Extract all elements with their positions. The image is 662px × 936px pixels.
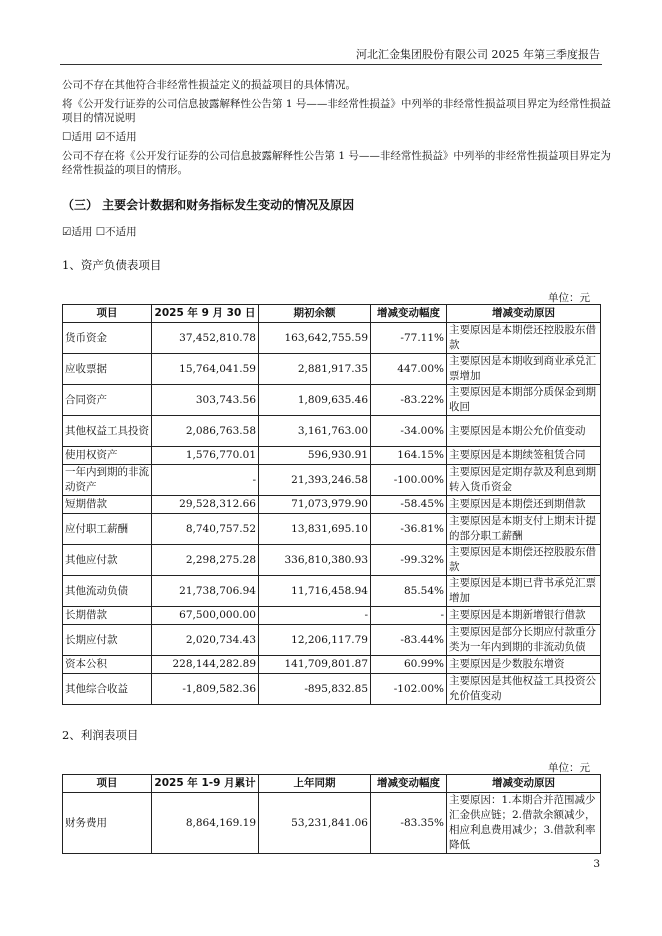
- current-cell: 21,738,706.94: [152, 576, 259, 607]
- col-header: 增减变动幅度: [371, 305, 447, 323]
- table-row: [63, 607, 601, 625]
- col-header: 增减变动原因: [447, 775, 601, 793]
- change-cell: 447.00%: [371, 354, 447, 385]
- change-cell: -83.22%: [371, 385, 447, 416]
- change-cell: 164.15%: [371, 447, 447, 465]
- opening-cell: 163,642,755.59: [259, 323, 371, 354]
- change-cell: -34.00%: [371, 416, 447, 447]
- current-cell: 2,086,763.58: [152, 416, 259, 447]
- intro-line-2: 将《公开发行证券的公司信息披露解释性公告第 1 号——非经常性损益》中列举的非经常性损益项目界定为经常性损益: [62, 98, 611, 110]
- item-cell: 长期借款: [63, 607, 152, 625]
- opening-cell: -: [259, 607, 371, 625]
- income-statement-title: 2、利润表项目: [62, 728, 139, 742]
- reason-cell: 主要原因是本期部分质保金到期收回: [447, 385, 601, 416]
- change-cell: -102.00%: [371, 674, 447, 705]
- reason-cell: 主要原因是本期收到商业承兑汇票增加: [447, 354, 601, 385]
- item-cell: 合同资产: [63, 385, 152, 416]
- item-cell: 使用权资产: [63, 447, 152, 465]
- col-header: 2025 年 9 月 30 日: [152, 305, 259, 323]
- page-header: 河北汇金集团股份有限公司 2025 年第三季度报告: [356, 48, 600, 61]
- opening-cell: 12,206,117.79: [259, 625, 371, 656]
- page-number: 3: [593, 858, 600, 870]
- intro-line-4: 公司不存在将《公开发行证券的公司信息披露解释性公告第 1 号——非经常性损益》中列举的非经常性损益项目界定为: [62, 150, 611, 162]
- reason-cell: 主要原因是本期新增银行借款: [447, 607, 601, 625]
- current-cell: 1,576,770.01: [152, 447, 259, 465]
- change-cell: -: [371, 607, 447, 625]
- item-cell: 货币资金: [63, 323, 152, 354]
- change-cell: -83.44%: [371, 625, 447, 656]
- reason-cell: 主要原因是本期支付上期末计提的部分职工薪酬: [447, 514, 601, 545]
- reason-cell: 主要原因是定期存款及利息到期转入货币资金: [447, 465, 601, 496]
- balance-sheet-title: 1、资产负债表项目: [62, 258, 162, 272]
- change-cell: -77.11%: [371, 323, 447, 354]
- reason-cell: 主要原因是本期公允价值变动: [447, 416, 601, 447]
- reason-cell: 主要原因：1.本期合并范围减少汇金供应链；2.借款余额减少，相应利息费用减少；3.借款利率降低: [447, 793, 601, 854]
- item-cell: 应付职工薪酬: [63, 514, 152, 545]
- applicability-checkbox-1: ☐适用 ☑不适用: [62, 131, 137, 143]
- table-row: [63, 656, 601, 674]
- current-cell: 228,144,282.89: [152, 656, 259, 674]
- balance-sheet-table: [62, 304, 601, 705]
- applicability-checkbox-2: ☑适用 ☐不适用: [62, 226, 137, 238]
- reason-cell: 主要原因是本期偿还到期借款: [447, 496, 601, 514]
- col-header: 期初余额: [259, 305, 371, 323]
- item-cell: 财务费用: [63, 793, 152, 854]
- header-rule: [60, 64, 602, 65]
- income-statement-table: [62, 774, 601, 854]
- col-header: 上年同期: [259, 775, 371, 793]
- col-header: 2025 年 1-9 月累计: [152, 775, 259, 793]
- opening-cell: 21,393,246.58: [259, 465, 371, 496]
- current-cell: 303,743.56: [152, 385, 259, 416]
- col-header: 增减变动原因: [447, 305, 601, 323]
- opening-cell: 141,709,801.87: [259, 656, 371, 674]
- reason-cell: 主要原因是少数股东增资: [447, 656, 601, 674]
- balance-unit: 单位：元: [548, 292, 590, 304]
- item-cell: 其他流动负债: [63, 576, 152, 607]
- item-cell: 其他综合收益: [63, 674, 152, 705]
- item-cell: 长期应付款: [63, 625, 152, 656]
- table-row: [63, 514, 601, 545]
- change-cell: -99.32%: [371, 545, 447, 576]
- table-row: [63, 323, 601, 354]
- col-header: 增减变动幅度: [371, 775, 447, 793]
- income-unit: 单位：元: [548, 762, 590, 774]
- opening-cell: 71,073,979.90: [259, 496, 371, 514]
- current-cell: 2,020,734.43: [152, 625, 259, 656]
- current-cell: 15,764,041.59: [152, 354, 259, 385]
- current-cell: 2,298,275.28: [152, 545, 259, 576]
- reason-cell: 主要原因是本期续签租赁合同: [447, 447, 601, 465]
- item-cell: 资本公积: [63, 656, 152, 674]
- change-cell: -36.81%: [371, 514, 447, 545]
- intro-line-1: 公司不存在其他符合非经常性损益定义的损益项目的具体情况。: [62, 79, 356, 91]
- current-cell: -: [152, 465, 259, 496]
- change-cell: 85.54%: [371, 576, 447, 607]
- current-cell: 37,452,810.78: [152, 323, 259, 354]
- item-cell: 应收票据: [63, 354, 152, 385]
- reason-cell: 主要原因是部分长期应付款重分类为一年内到期的非流动负债: [447, 625, 601, 656]
- opening-cell: 336,810,380.93: [259, 545, 371, 576]
- section-title: （三） 主要会计数据和财务指标发生变动的情况及原因: [62, 198, 355, 212]
- table-row: [63, 625, 601, 656]
- current-cell: 8,864,169.19: [152, 793, 259, 854]
- reason-cell: 主要原因是其他权益工具投资公允价值变动: [447, 674, 601, 705]
- item-cell: 一年内到期的非流动资产: [63, 465, 152, 496]
- table-row: [63, 385, 601, 416]
- table-row: [63, 576, 601, 607]
- table-row: [63, 416, 601, 447]
- table-row: [63, 674, 601, 705]
- reason-cell: 主要原因是本期偿还控股股东借款: [447, 323, 601, 354]
- item-cell: 其他权益工具投资: [63, 416, 152, 447]
- intro-line-3: 项目的情况说明: [62, 112, 136, 124]
- current-cell: 8,740,757.52: [152, 514, 259, 545]
- col-header: 项目: [63, 775, 152, 793]
- item-cell: 短期借款: [63, 496, 152, 514]
- change-cell: -83.35%: [371, 793, 447, 854]
- current-cell: -1,809,582.36: [152, 674, 259, 705]
- current-cell: 29,528,312.66: [152, 496, 259, 514]
- reason-cell: 主要原因是本期偿还控股股东借款: [447, 545, 601, 576]
- col-header: 项目: [63, 305, 152, 323]
- current-cell: 67,500,000.00: [152, 607, 259, 625]
- opening-cell: 13,831,695.10: [259, 514, 371, 545]
- opening-cell: 1,809,635.46: [259, 385, 371, 416]
- intro-line-5: 经常性损益的项目的情形。: [62, 164, 188, 176]
- prior-cell: 53,231,841.06: [259, 793, 371, 854]
- change-cell: 60.99%: [371, 656, 447, 674]
- opening-cell: 596,930.91: [259, 447, 371, 465]
- table-row: [63, 793, 601, 854]
- table-row: [63, 354, 601, 385]
- opening-cell: 2,881,917.35: [259, 354, 371, 385]
- table-row: [63, 496, 601, 514]
- change-cell: -100.00%: [371, 465, 447, 496]
- item-cell: 其他应付款: [63, 545, 152, 576]
- opening-cell: 3,161,763.00: [259, 416, 371, 447]
- table-row: [63, 447, 601, 465]
- table-row: [63, 465, 601, 496]
- opening-cell: -895,832.85: [259, 674, 371, 705]
- change-cell: -58.45%: [371, 496, 447, 514]
- reason-cell: 主要原因是本期已背书承兑汇票增加: [447, 576, 601, 607]
- opening-cell: 11,716,458.94: [259, 576, 371, 607]
- table-row: [63, 545, 601, 576]
